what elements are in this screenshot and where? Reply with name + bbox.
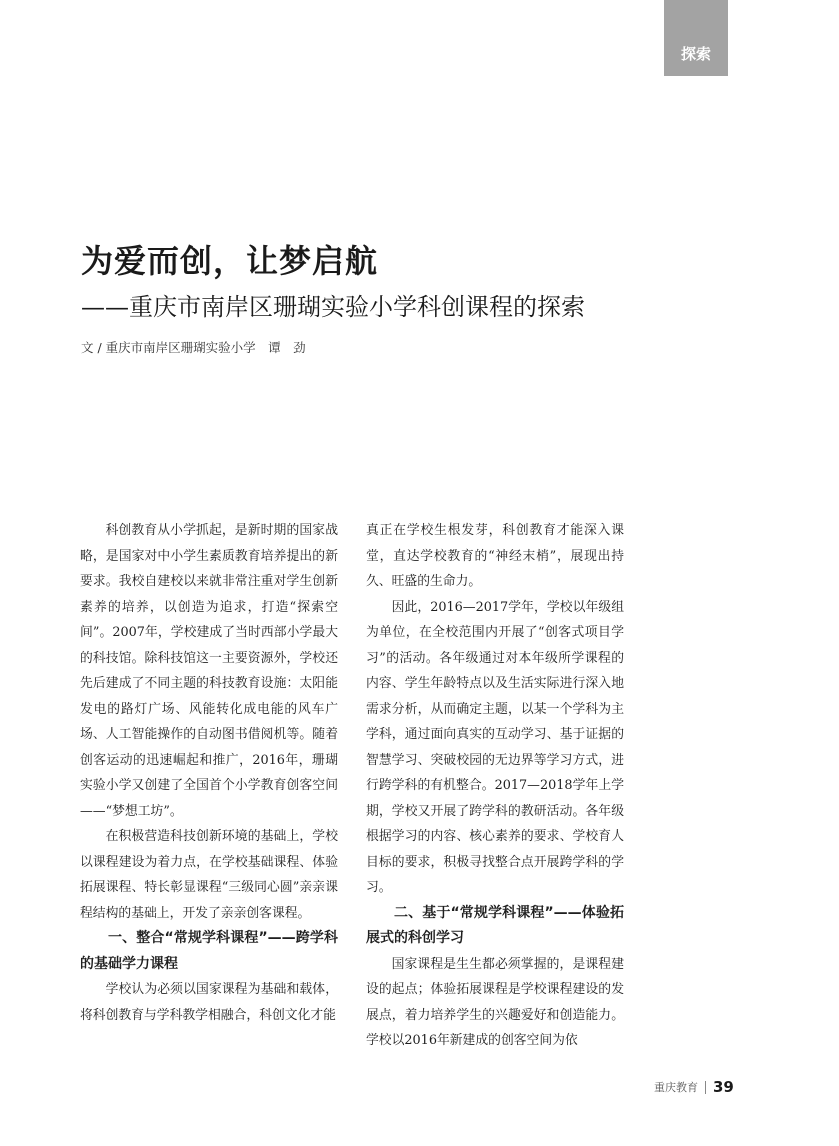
paragraph: 真正在学校生根发芽，科创教育才能深入课堂，直达学校教育的“神经末梢”，展现出持久、旺盛的生命力。: [366, 523, 624, 589]
section-heading: 二、基于“常规学科课程”——体验拓展式的科创学习: [366, 904, 624, 946]
section-tab: 探索: [664, 0, 728, 76]
article-subtitle: ——重庆市南岸区珊瑚实验小学科创课程的探索: [81, 293, 585, 321]
article-title: 为爱而创，让梦启航: [81, 242, 379, 280]
magazine-name: 重庆教育: [654, 1081, 698, 1094]
right-column: [366, 518, 624, 1054]
paragraph: 学校认为必须以国家课程为基础和载体，将科创教育与学科教学相融合，科创文化才能: [80, 982, 338, 1023]
left-column: [80, 518, 338, 1028]
page-footer: [654, 1076, 734, 1098]
paragraph: 因此，2016—2017学年，学校以年级组为单位，在全校范围内开展了“创客式项目学习”的活动。各年级通过对本年级所学课程的内容、学生年龄特点以及生活实际进行深入地需求分析，从而确定主题，以某一个学科为主学科，通过面向真实的互动学习、基于证据的智慧学习、突破校园的无边界等学习方式，进行跨学科的有机整合。2017—2018学年上学期，学校又开展了跨学科的教研活动。各年级根据学习的内容、核心素养的要求、学校育人目标的要求，积极寻找整合点开展跨学科的学习。: [366, 599, 624, 895]
section-heading: 一、整合“常规学科课程”——跨学科的基础学力课程: [80, 930, 338, 972]
page-number: 39: [713, 1078, 734, 1096]
paragraph: 在积极营造科技创新环境的基础上，学校以课程建设为着力点，在学校基础课程、体验拓展课程、特长彰显课程“三级同心圆”亲亲课程结构的基础上，开发了亲亲创客课程。: [80, 829, 338, 921]
paragraph: 科创教育从小学抓起，是新时期的国家战略，是国家对中小学生素质教育培养提出的新要求。我校自建校以来就非常注重对学生创新素养的培养，以创造为追求，打造“探索空间”。2007年，学校建成了当时西部小学最大的科技馆。除科技馆这一主要资源外，学校还先后建成了不同主题的科技教育设施：太阳能发电的路灯广场、风能转化成电能的风车广场、人工智能操作的自动图书借阅机等。随着创客运动的迅速崛起和推广，2016年，珊瑚实验小学又创建了全国首个小学教育创客空间——“梦想工坊”。: [80, 523, 338, 819]
author-byline: 文 / 重庆市南岸区珊瑚实验小学 谭 劲: [81, 340, 306, 355]
footer-divider: [705, 1081, 706, 1094]
paragraph: 国家课程是生生都必须掌握的，是课程建设的起点；体验拓展课程是学校课程建设的发展点，着力培养学生的兴趣爱好和创造能力。学校以2016年新建成的创客空间为依: [366, 956, 624, 1048]
